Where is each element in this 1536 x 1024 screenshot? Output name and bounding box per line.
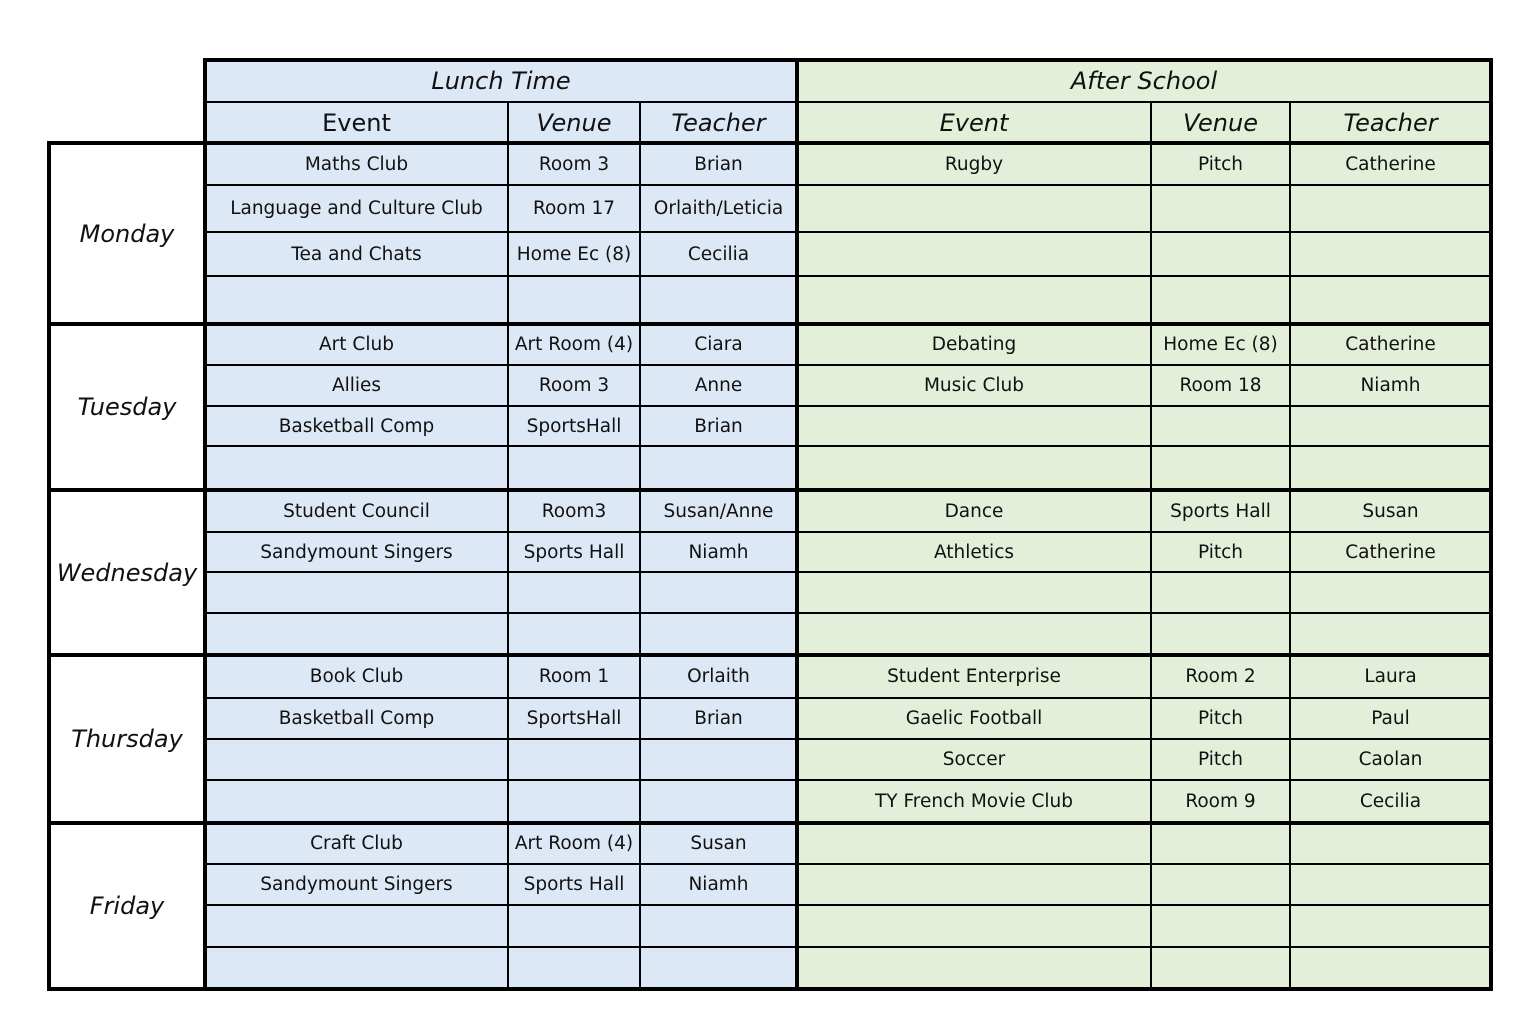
lunch-venue-cell (508, 276, 640, 324)
lunch-event-cell: Book Club (205, 655, 508, 698)
grid-line (47, 488, 1493, 492)
grid-line (205, 101, 1491, 103)
after-teacher-cell: Laura (1290, 655, 1491, 698)
after-venue-cell (1151, 947, 1290, 989)
lunch-venue-cell (508, 780, 640, 823)
after-venue-header: Venue (1151, 102, 1290, 143)
lunch-teacher-cell: Orlaith (640, 655, 797, 698)
lunch-event-cell (205, 613, 508, 655)
after-event-cell: Soccer (797, 739, 1151, 780)
lunch-teacher-cell (640, 947, 797, 989)
lunch-group-header: Lunch Time (205, 60, 797, 102)
lunch-venue-cell: Sports Hall (508, 532, 640, 572)
lunch-venue-cell (508, 947, 640, 989)
lunch-teacher-cell: Cecilia (640, 232, 797, 276)
grid-line (1289, 102, 1291, 989)
after-teacher-cell: Catherine (1290, 324, 1491, 365)
lunch-teacher-cell: Orlaith/Leticia (640, 185, 797, 232)
lunch-event-cell: Allies (205, 365, 508, 406)
lunch-teacher-cell: Brian (640, 698, 797, 739)
after-event-cell (797, 864, 1151, 905)
lunch-event-cell: Maths Club (205, 143, 508, 185)
lunch-teacher-cell: Niamh (640, 532, 797, 572)
grid-line (203, 58, 207, 991)
lunch-teacher-cell: Anne (640, 365, 797, 406)
grid-line (203, 58, 1493, 62)
lunch-teacher-header: Teacher (640, 102, 797, 143)
after-teacher-cell (1290, 947, 1491, 989)
lunch-teacher-cell: Susan (640, 823, 797, 864)
grid-line (205, 231, 1491, 233)
after-event-cell (797, 947, 1151, 989)
day-label-friday: Friday (49, 823, 205, 989)
lunch-event-cell: Art Club (205, 324, 508, 365)
day-label-thursday: Thursday (49, 655, 205, 823)
after-teacher-cell (1290, 446, 1491, 490)
after-teacher-cell (1290, 823, 1491, 864)
lunch-venue-cell (508, 905, 640, 947)
lunch-teacher-cell (640, 739, 797, 780)
after-teacher-header: Teacher (1290, 102, 1491, 143)
after-event-cell (797, 406, 1151, 446)
lunch-event-cell: Sandymount Singers (205, 532, 508, 572)
lunch-venue-cell: Sports Hall (508, 864, 640, 905)
after-venue-cell (1151, 446, 1290, 490)
after-teacher-cell: Susan (1290, 490, 1491, 532)
grid-line (205, 697, 1491, 699)
after-venue-cell (1151, 406, 1290, 446)
lunch-venue-header: Venue (508, 102, 640, 143)
after-teacher-cell: Paul (1290, 698, 1491, 739)
grid-line (1150, 102, 1152, 989)
lunch-event-cell (205, 905, 508, 947)
lunch-venue-cell: Room 3 (508, 365, 640, 406)
after-event-cell: Gaelic Football (797, 698, 1151, 739)
lunch-event-cell (205, 446, 508, 490)
lunch-teacher-cell: Brian (640, 143, 797, 185)
grid-line (205, 738, 1491, 740)
lunch-teacher-cell (640, 572, 797, 613)
grid-line (1489, 58, 1493, 991)
lunch-venue-cell (508, 613, 640, 655)
grid-line (205, 531, 1491, 533)
lunch-teacher-cell: Susan/Anne (640, 490, 797, 532)
grid-line (47, 653, 1493, 657)
after-venue-cell (1151, 823, 1290, 864)
lunch-event-cell: Sandymount Singers (205, 864, 508, 905)
grid-line (205, 364, 1491, 366)
after-event-cell: Music Club (797, 365, 1151, 406)
lunch-venue-cell: SportsHall (508, 698, 640, 739)
lunch-venue-cell (508, 739, 640, 780)
lunch-event-cell (205, 739, 508, 780)
after-event-cell (797, 232, 1151, 276)
grid-line (205, 904, 1491, 906)
lunch-event-cell (205, 780, 508, 823)
after-venue-cell (1151, 864, 1290, 905)
grid-line (47, 141, 1493, 145)
lunch-event-cell: Tea and Chats (205, 232, 508, 276)
after-teacher-cell: Niamh (1290, 365, 1491, 406)
day-label-monday: Monday (49, 143, 205, 324)
after-venue-cell (1151, 276, 1290, 324)
lunch-venue-cell: Room 3 (508, 143, 640, 185)
grid-line (639, 102, 641, 989)
after-event-cell (797, 446, 1151, 490)
grid-line (47, 987, 1493, 991)
grid-line (205, 946, 1491, 948)
lunch-teacher-cell: Niamh (640, 864, 797, 905)
after-event-header: Event (797, 102, 1151, 143)
lunch-venue-cell (508, 446, 640, 490)
after-event-cell: Athletics (797, 532, 1151, 572)
after-teacher-cell (1290, 613, 1491, 655)
grid-line (205, 863, 1491, 865)
grid-line (47, 141, 51, 991)
day-label-wednesday: Wednesday (49, 490, 205, 655)
lunch-venue-cell: Art Room (4) (508, 324, 640, 365)
lunch-event-cell (205, 572, 508, 613)
lunch-teacher-cell: Ciara (640, 324, 797, 365)
lunch-venue-cell: Room 1 (508, 655, 640, 698)
grid-line (205, 779, 1491, 781)
after-venue-cell (1151, 232, 1290, 276)
grid-line (205, 275, 1491, 277)
after-venue-cell: Pitch (1151, 698, 1290, 739)
grid-line (795, 58, 799, 991)
after-venue-cell: Room 9 (1151, 780, 1290, 823)
lunch-teacher-cell (640, 276, 797, 324)
lunch-teacher-cell (640, 613, 797, 655)
lunch-venue-cell: Room3 (508, 490, 640, 532)
after-teacher-cell: Catherine (1290, 143, 1491, 185)
after-venue-cell (1151, 185, 1290, 232)
after-teacher-cell: Catherine (1290, 532, 1491, 572)
after-venue-cell (1151, 613, 1290, 655)
after-event-cell (797, 613, 1151, 655)
lunch-event-cell (205, 947, 508, 989)
after-teacher-cell (1290, 572, 1491, 613)
grid-line (47, 821, 1493, 825)
after-event-cell (797, 572, 1151, 613)
after-event-cell (797, 905, 1151, 947)
lunch-teacher-cell (640, 780, 797, 823)
after-event-cell (797, 823, 1151, 864)
lunch-venue-cell: Art Room (4) (508, 823, 640, 864)
after-teacher-cell (1290, 276, 1491, 324)
lunch-venue-cell: Room 17 (508, 185, 640, 232)
lunch-teacher-cell: Brian (640, 406, 797, 446)
after-event-cell: Student Enterprise (797, 655, 1151, 698)
day-label-tuesday: Tuesday (49, 324, 205, 490)
lunch-event-cell: Craft Club (205, 823, 508, 864)
lunch-venue-cell (508, 572, 640, 613)
after-venue-cell: Room 2 (1151, 655, 1290, 698)
after-venue-cell: Sports Hall (1151, 490, 1290, 532)
after-venue-cell: Pitch (1151, 739, 1290, 780)
lunch-venue-cell: SportsHall (508, 406, 640, 446)
grid-line (205, 445, 1491, 447)
after-teacher-cell (1290, 406, 1491, 446)
grid-line (47, 322, 1493, 326)
after-event-cell (797, 185, 1151, 232)
after-event-cell: Debating (797, 324, 1151, 365)
after-event-cell: Rugby (797, 143, 1151, 185)
lunch-teacher-cell (640, 446, 797, 490)
lunch-venue-cell: Home Ec (8) (508, 232, 640, 276)
after-venue-cell: Pitch (1151, 532, 1290, 572)
after-venue-cell: Pitch (1151, 143, 1290, 185)
lunch-teacher-cell (640, 905, 797, 947)
after-teacher-cell: Cecilia (1290, 780, 1491, 823)
after-venue-cell (1151, 572, 1290, 613)
lunch-event-header: Event (205, 102, 508, 143)
grid-line (205, 612, 1491, 614)
after-teacher-cell (1290, 864, 1491, 905)
grid-line (507, 102, 509, 989)
after-teacher-cell (1290, 185, 1491, 232)
after-event-cell (797, 276, 1151, 324)
lunch-event-cell (205, 276, 508, 324)
after-venue-cell: Room 18 (1151, 365, 1290, 406)
after-teacher-cell (1290, 905, 1491, 947)
after-venue-cell: Home Ec (8) (1151, 324, 1290, 365)
lunch-event-cell: Basketball Comp (205, 698, 508, 739)
after-event-cell: Dance (797, 490, 1151, 532)
after-teacher-cell (1290, 232, 1491, 276)
after-event-cell: TY French Movie Club (797, 780, 1151, 823)
after-teacher-cell: Caolan (1290, 739, 1491, 780)
lunch-event-cell: Language and Culture Club (205, 185, 508, 232)
grid-line (205, 571, 1491, 573)
lunch-event-cell: Student Council (205, 490, 508, 532)
after-venue-cell (1151, 905, 1290, 947)
lunch-event-cell: Basketball Comp (205, 406, 508, 446)
grid-line (205, 405, 1491, 407)
after-group-header: After School (797, 60, 1491, 102)
grid-line (205, 184, 1491, 186)
